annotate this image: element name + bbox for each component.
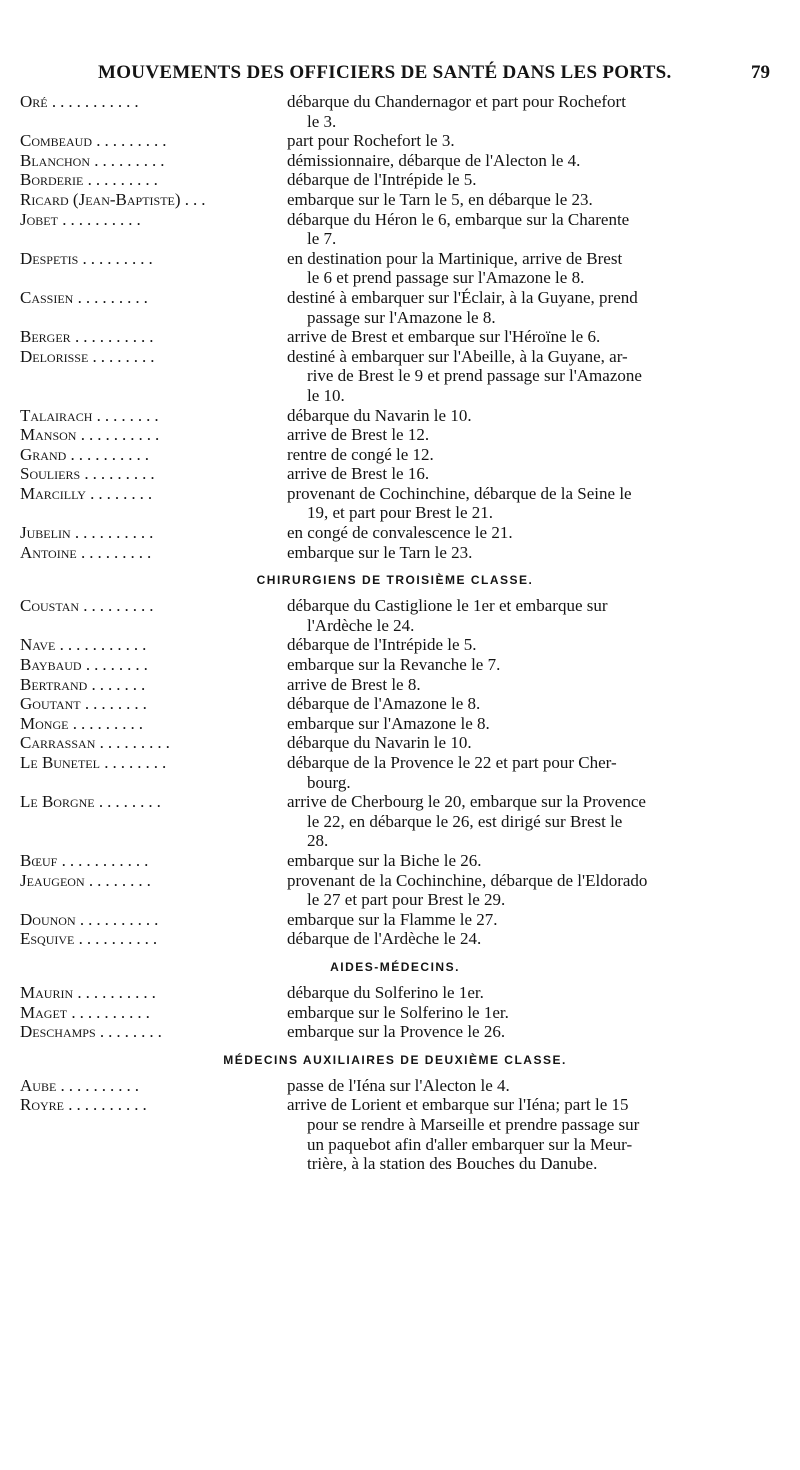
description-line: débarque du Castiglione le 1er et embarque sur	[287, 596, 608, 616]
officer-name: Combeaud	[20, 131, 93, 151]
officer-name: Monge	[20, 713, 69, 733]
officer-entry	[20, 425, 770, 445]
movement-description	[287, 425, 770, 445]
description-line: embarque sur la Revanche le 7.	[287, 655, 501, 675]
movement-description	[287, 543, 770, 563]
officer-entry	[20, 347, 770, 406]
officer-name: Le Bunetel	[20, 753, 100, 772]
movement-description	[287, 1022, 770, 1042]
officer-name-cell	[20, 327, 287, 347]
officer-entry	[20, 1076, 770, 1096]
leader-dots: .........	[99, 733, 174, 753]
movement-description	[287, 170, 770, 190]
officer-name: Dounon	[20, 909, 76, 929]
description-line: le 22, en débarque le 26, est dirigé sur Brest le	[307, 811, 623, 831]
description-line: embarque sur la Biche le 26.	[287, 850, 482, 870]
officer-name: Talairach	[20, 405, 93, 425]
officer-entry	[20, 190, 770, 210]
section-heading: MÉDECINS AUXILIAIRES DE DEUXIÈME CLASSE.	[223, 1052, 567, 1067]
movement-description	[287, 131, 770, 151]
movement-description	[287, 484, 770, 523]
officer-name-cell	[20, 596, 287, 635]
leader-dots: ..........	[74, 523, 158, 543]
description-line: arrive de Lorient et embarque sur l'Iéna; part le 15	[287, 1095, 629, 1115]
movement-description	[287, 655, 770, 675]
officer-name-cell	[20, 871, 287, 910]
description-line: débarque du Héron le 6, embarque sur la Charente	[287, 209, 630, 229]
movement-description	[287, 464, 770, 484]
officer-entry	[20, 210, 770, 249]
officer-name: Maurin	[20, 982, 74, 1002]
officer-name-cell	[20, 694, 287, 714]
officer-entry	[20, 1022, 770, 1042]
officer-entry	[20, 871, 770, 910]
movement-list	[20, 92, 770, 1174]
leader-dots: ........	[98, 792, 165, 812]
officer-name: Royre	[20, 1095, 65, 1115]
officer-name: Aube	[20, 1075, 57, 1095]
description-line: pour se rendre à Marseille et prendre passage sur	[307, 1114, 640, 1134]
leader-dots: ..........	[78, 929, 162, 949]
officer-name: Esquive	[20, 929, 75, 949]
movement-description	[287, 753, 770, 792]
officer-entry	[20, 484, 770, 523]
movement-description	[287, 1076, 770, 1096]
officer-name: Marcilly	[20, 483, 86, 503]
movement-description	[287, 910, 770, 930]
officer-name: Manson	[20, 425, 77, 445]
movement-description	[287, 635, 770, 655]
description-line: passe de l'Iéna sur l'Alecton le 4.	[287, 1075, 510, 1095]
leader-dots: ..........	[74, 327, 158, 347]
description-line: en congé de convalescence le 21.	[287, 523, 513, 543]
leader-dots: ...........	[59, 635, 151, 655]
officer-entry	[20, 851, 770, 871]
movement-description	[287, 1003, 770, 1023]
officer-name: Deschamps	[20, 1022, 96, 1042]
officer-name-cell	[20, 1076, 287, 1096]
leader-dots: ..........	[68, 1095, 151, 1115]
officer-name-cell	[20, 1095, 287, 1173]
leader-dots: ..........	[70, 444, 154, 464]
leader-dots: ........	[92, 346, 159, 366]
leader-dots: ........	[90, 483, 157, 503]
officer-name: Souliers	[20, 464, 81, 484]
officer-entry	[20, 675, 770, 695]
description-line: embarque sur la Provence le 26.	[287, 1022, 506, 1042]
officer-name: Jobet	[20, 209, 58, 229]
officer-entry	[20, 910, 770, 930]
officer-entry	[20, 151, 770, 171]
officer-name-cell	[20, 347, 287, 406]
officer-entry	[20, 406, 770, 426]
officer-name: Ricard (Jean-Baptiste)	[20, 189, 181, 209]
description-line: bourg.	[307, 772, 351, 792]
leader-dots: ..........	[62, 209, 145, 229]
officer-entry	[20, 635, 770, 655]
movement-description	[287, 694, 770, 714]
officer-name-cell	[20, 675, 287, 695]
description-line: provenant de Cochinchine, débarque de la Seine le	[287, 483, 632, 503]
leader-dots: .......	[91, 674, 150, 694]
officer-entry	[20, 983, 770, 1003]
officer-name-cell	[20, 92, 287, 131]
officer-name: Carrassan	[20, 733, 96, 753]
section-heading: AIDES-MÉDECINS.	[330, 959, 460, 974]
officer-name-cell	[20, 523, 287, 543]
leader-dots: ........	[85, 655, 152, 675]
officer-name: Le Borgne	[20, 792, 95, 812]
officer-name-cell	[20, 1003, 287, 1023]
description-line: arrive de Brest le 8.	[287, 674, 421, 694]
officer-name-cell	[20, 288, 287, 327]
officer-entry	[20, 249, 770, 288]
officer-name-cell	[20, 655, 287, 675]
description-line: part pour Rochefort le 3.	[287, 131, 455, 151]
officer-entry	[20, 131, 770, 151]
leader-dots: ........	[84, 694, 151, 714]
description-line: arrive de Brest le 16.	[287, 464, 430, 484]
leader-dots: .........	[82, 248, 157, 268]
description-line: arrive de Cherbourg le 20, embarque sur la Provence	[287, 792, 646, 812]
description-line: trière, à la station des Bouches du Danube.	[307, 1154, 598, 1174]
officer-entry	[20, 753, 770, 792]
description-line: passage sur l'Amazone le 8.	[307, 307, 496, 327]
description-line: destiné à embarquer sur l'Éclair, à la Guyane, prend	[287, 287, 638, 307]
movement-description	[287, 733, 770, 753]
officer-entry	[20, 170, 770, 190]
description-line: embarque sur l'Amazone le 8.	[287, 713, 490, 733]
description-line: embarque sur le Solferino le 1er.	[287, 1002, 509, 1022]
officer-name-cell	[20, 543, 287, 563]
officer-name-cell	[20, 753, 287, 792]
leader-dots: .........	[96, 131, 171, 151]
movement-description	[287, 871, 770, 910]
page-title: MOUVEMENTS DES OFFICIERS DE SANTÉ DANS LES PORTS.	[98, 62, 672, 83]
officer-name-cell	[20, 406, 287, 426]
officer-name: Berger	[20, 327, 71, 347]
officer-name-cell	[20, 445, 287, 465]
officer-name-cell	[20, 929, 287, 949]
officer-name-cell	[20, 131, 287, 151]
leader-dots: ...........	[51, 92, 143, 111]
description-line: le 3.	[307, 111, 337, 131]
officer-name-cell	[20, 910, 287, 930]
description-line: arrive de Brest et embarque sur l'Héroïne le 6.	[287, 327, 601, 347]
officer-name-cell	[20, 249, 287, 288]
leader-dots: ........	[104, 753, 171, 772]
leader-dots: .........	[77, 287, 152, 307]
document-page	[20, 62, 770, 1174]
movement-description	[287, 347, 770, 406]
description-line: débarque du Solferino le 1er.	[287, 982, 484, 1002]
movement-description	[287, 92, 770, 131]
officer-name-cell	[20, 1022, 287, 1042]
leader-dots: ..........	[71, 1002, 154, 1022]
movement-description	[287, 445, 770, 465]
officer-name: Bœuf	[20, 850, 58, 870]
officer-name: Grand	[20, 444, 67, 464]
movement-description	[287, 929, 770, 949]
officer-name: Jeaugeon	[20, 870, 85, 890]
leader-dots: .........	[94, 150, 169, 170]
movement-description	[287, 714, 770, 734]
movement-description	[287, 406, 770, 426]
officer-entry	[20, 929, 770, 949]
officer-entry	[20, 327, 770, 347]
description-line: le 27 et part pour Brest le 29.	[307, 890, 506, 910]
description-line: rentre de congé le 12.	[287, 444, 434, 464]
movement-description	[287, 596, 770, 635]
description-line: débarque de l'Intrépide le 5.	[287, 635, 477, 655]
officer-name-cell	[20, 425, 287, 445]
description-line: le 7.	[307, 229, 337, 249]
description-line: arrive de Brest le 12.	[287, 425, 430, 445]
officer-entry	[20, 1003, 770, 1023]
officer-name-cell	[20, 210, 287, 249]
leader-dots: .........	[87, 170, 162, 190]
leader-dots: .........	[72, 713, 147, 733]
officer-name-cell	[20, 733, 287, 753]
officer-entry	[20, 694, 770, 714]
officer-name: Jubelin	[20, 523, 71, 543]
description-line: débarque de la Provence le 22 et part pour Cher-	[287, 753, 617, 772]
movement-description	[287, 327, 770, 347]
leader-dots: ..........	[80, 425, 164, 445]
officer-name-cell	[20, 851, 287, 871]
description-line: 19, et part pour Brest le 21.	[307, 503, 494, 523]
officer-name: Delorisse	[20, 346, 89, 366]
description-line: provenant de la Cochinchine, débarque de l'Eldorado	[287, 870, 648, 890]
leader-dots: ........	[96, 405, 163, 425]
officer-name-cell	[20, 635, 287, 655]
description-line: rive de Brest le 9 et prend passage sur l'Amazone	[307, 366, 642, 386]
leader-dots: .........	[84, 464, 159, 484]
description-line: l'Ardèche le 24.	[307, 615, 415, 635]
page-number: 79	[751, 62, 770, 83]
officer-entry	[20, 596, 770, 635]
officer-name: Baybaud	[20, 655, 82, 675]
description-line: un paquebot afin d'aller embarquer sur la Meur-	[307, 1134, 633, 1154]
officer-name-cell	[20, 190, 287, 210]
officer-entry	[20, 464, 770, 484]
officer-entry	[20, 523, 770, 543]
leader-dots: ........	[99, 1022, 166, 1042]
description-line: débarque du Navarin le 10.	[287, 733, 472, 753]
officer-entry	[20, 543, 770, 563]
officer-name: Bertrand	[20, 674, 88, 694]
officer-name-cell	[20, 484, 287, 523]
officer-name: Despetis	[20, 248, 79, 268]
officer-entry	[20, 792, 770, 851]
officer-name: Oré	[20, 92, 48, 111]
officer-name-cell	[20, 792, 287, 851]
officer-name: Coustan	[20, 596, 80, 616]
officer-name-cell	[20, 151, 287, 171]
officer-entry	[20, 733, 770, 753]
officer-name: Maget	[20, 1002, 68, 1022]
movement-description	[287, 210, 770, 249]
movement-description	[287, 983, 770, 1003]
movement-description	[287, 1095, 770, 1173]
leader-dots: .........	[83, 596, 158, 616]
description-line: embarque sur la Flamme le 27.	[287, 909, 498, 929]
movement-description	[287, 675, 770, 695]
movement-description	[287, 288, 770, 327]
officer-name: Antoine	[20, 542, 77, 562]
leader-dots: ...	[184, 189, 210, 209]
officer-entry	[20, 92, 770, 131]
movement-description	[287, 851, 770, 871]
description-line: débarque du Chandernagor et part pour Rochefort	[287, 92, 626, 111]
leader-dots: ...........	[61, 850, 153, 870]
description-line: débarque de l'Intrépide le 5.	[287, 170, 477, 190]
description-line: embarque sur le Tarn le 5, en débarque le 23.	[287, 189, 593, 209]
leader-dots: ..........	[79, 909, 163, 929]
running-header	[20, 62, 770, 92]
leader-dots: .........	[80, 542, 156, 562]
officer-name-cell	[20, 714, 287, 734]
description-line: débarque de l'Amazone le 8.	[287, 694, 481, 714]
officer-name-cell	[20, 170, 287, 190]
description-line: débarque de l'Ardèche le 24.	[287, 929, 482, 949]
movement-description	[287, 151, 770, 171]
description-line: débarque du Navarin le 10.	[287, 405, 472, 425]
description-line: démissionnaire, débarque de l'Alecton le 4.	[287, 150, 581, 170]
officer-name: Borderie	[20, 170, 84, 190]
description-line: embarque sur le Tarn le 23.	[287, 542, 473, 562]
officer-name-cell	[20, 983, 287, 1003]
officer-entry	[20, 1095, 770, 1173]
leader-dots: ..........	[77, 982, 160, 1002]
officer-name: Nave	[20, 635, 56, 655]
description-line: 28.	[307, 831, 329, 851]
officer-name-cell	[20, 464, 287, 484]
section-heading: CHIRURGIENS DE TROISIÈME CLASSE.	[256, 573, 534, 588]
movement-description	[287, 190, 770, 210]
officer-name: Goutant	[20, 694, 81, 714]
officer-entry	[20, 288, 770, 327]
officer-name: Cassien	[20, 287, 74, 307]
leader-dots: ..........	[60, 1075, 144, 1095]
officer-entry	[20, 445, 770, 465]
officer-entry	[20, 714, 770, 734]
description-line: le 6 et prend passage sur l'Amazone le 8.	[307, 268, 585, 288]
description-line: le 10.	[307, 385, 345, 405]
description-line: destiné à embarquer sur l'Abeille, à la Guyane, ar-	[287, 346, 628, 366]
movement-description	[287, 249, 770, 288]
description-line: en destination pour la Martinique, arrive de Brest	[287, 248, 623, 268]
movement-description	[287, 792, 770, 851]
officer-entry	[20, 655, 770, 675]
movement-description	[287, 523, 770, 543]
officer-name: Blanchon	[20, 150, 91, 170]
leader-dots: ........	[88, 870, 155, 890]
